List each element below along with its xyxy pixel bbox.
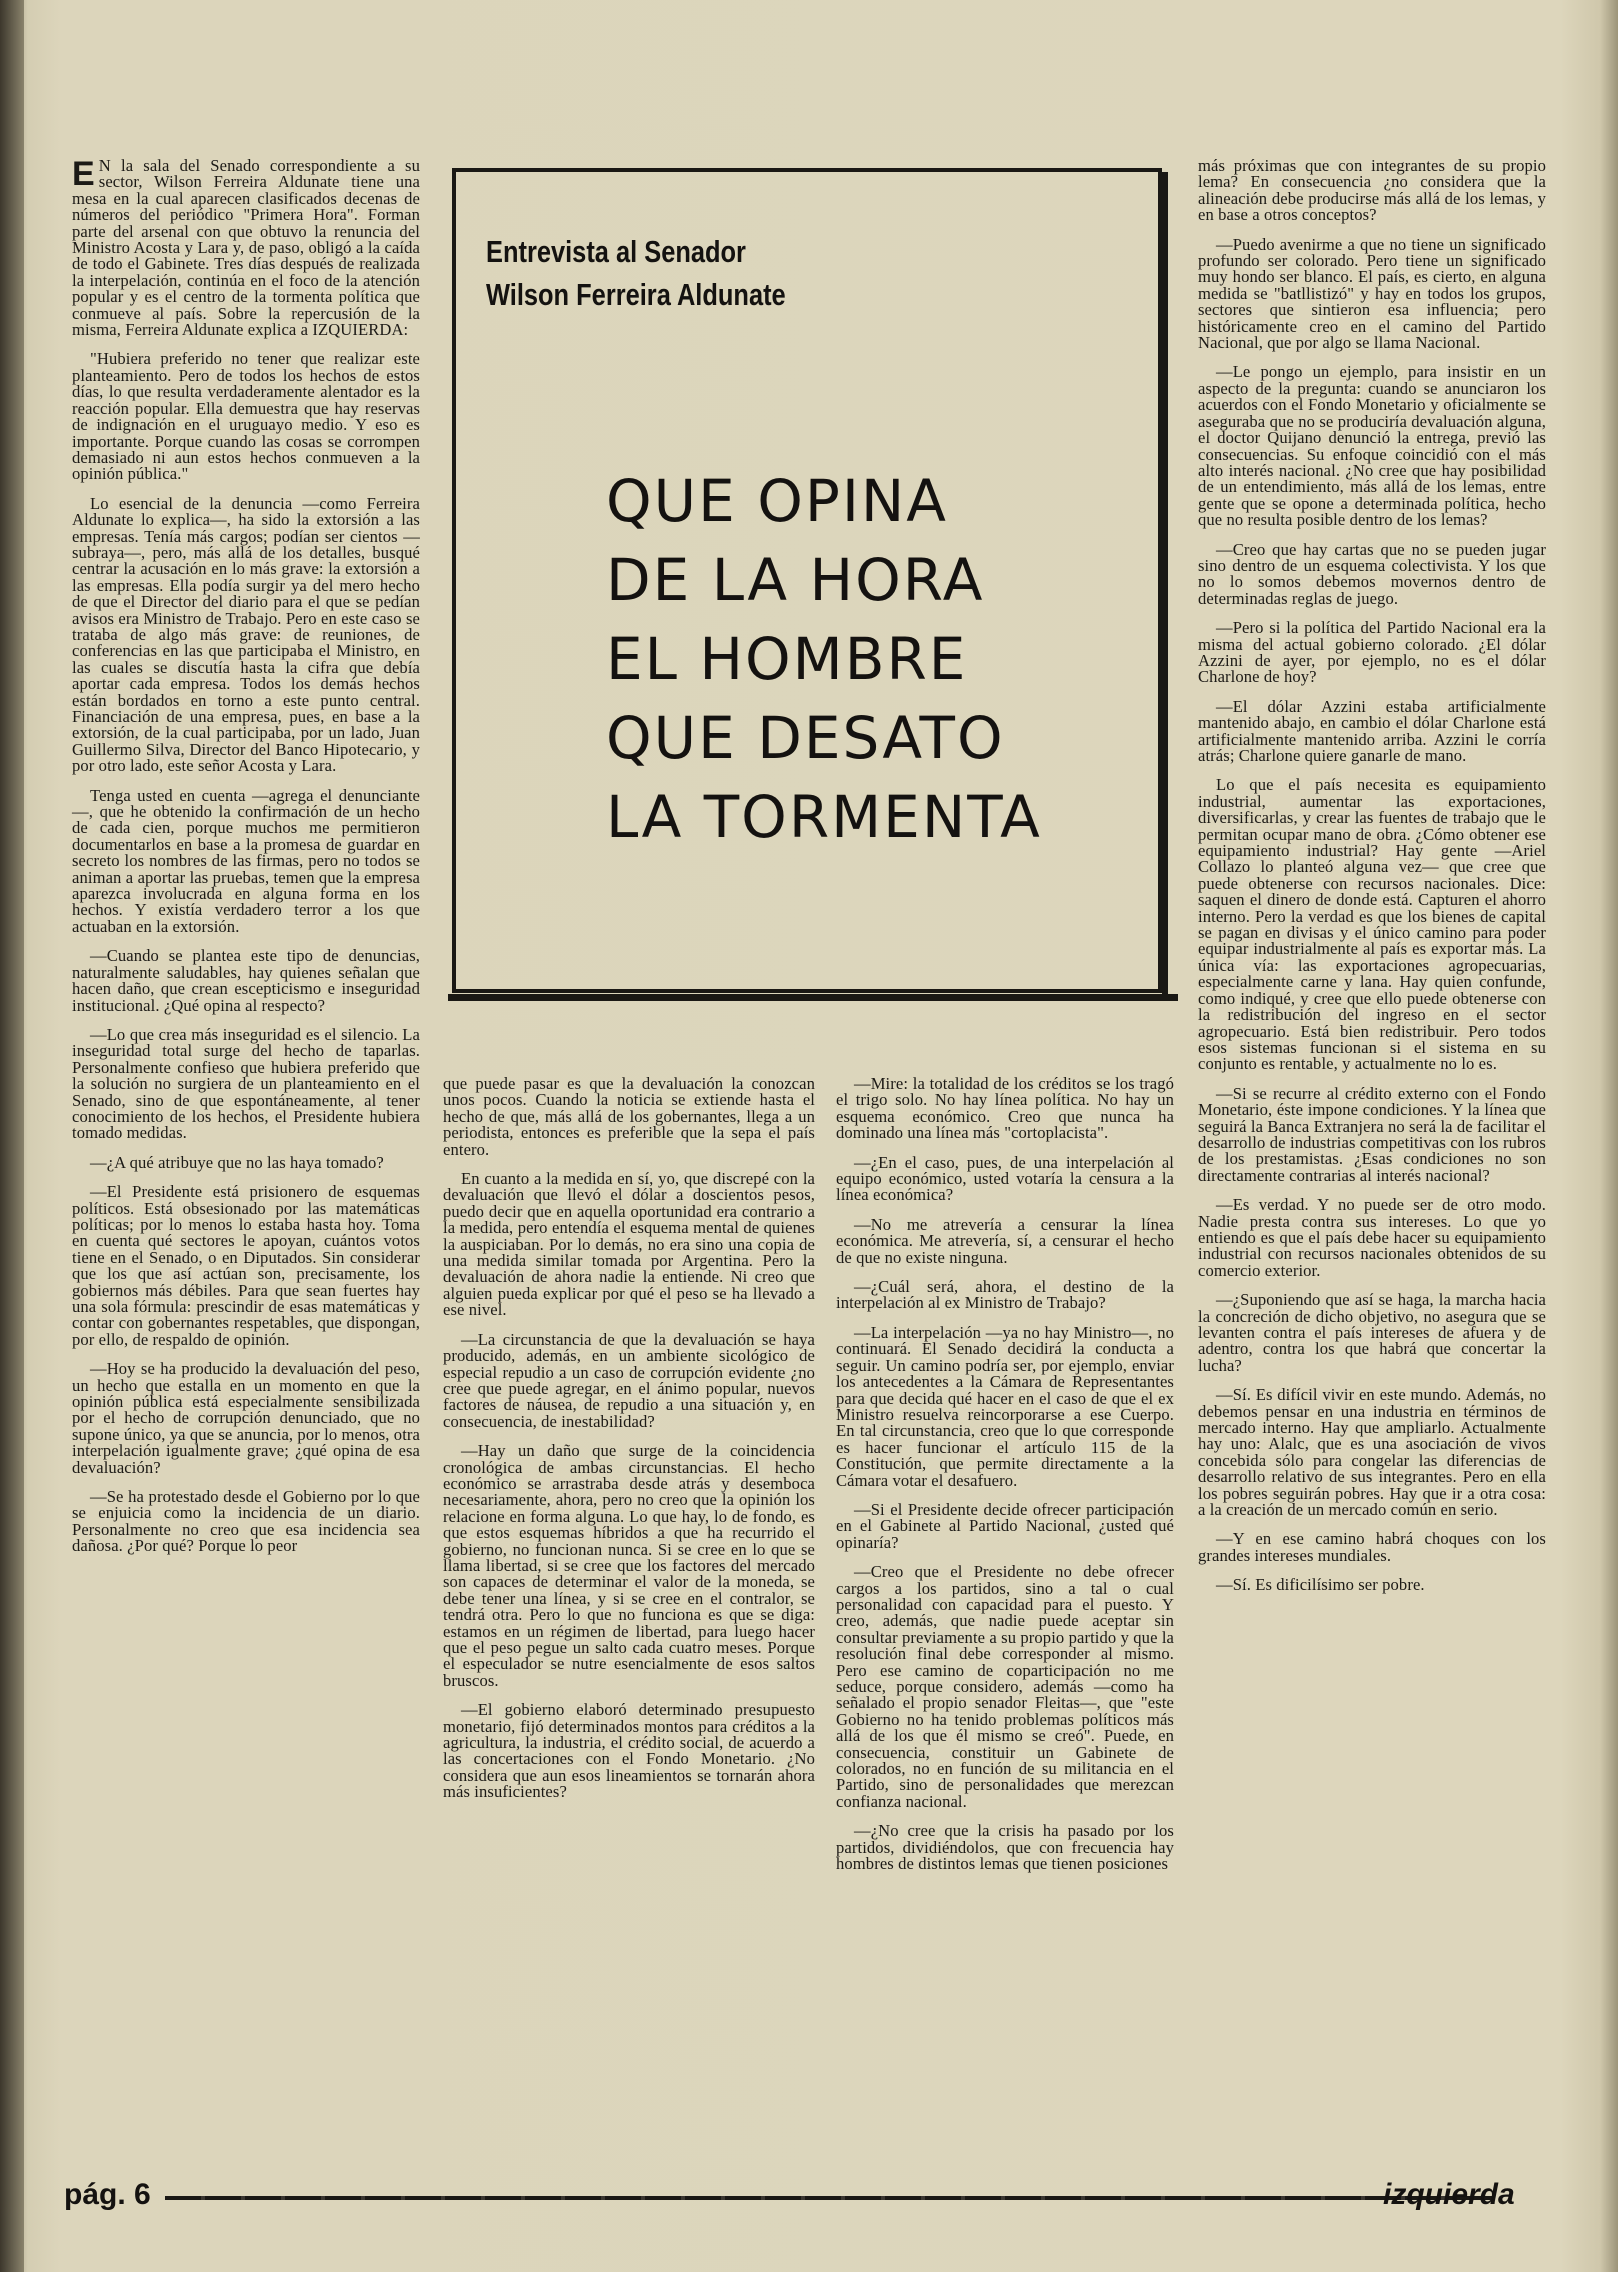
paragraph-lead: [72, 155, 420, 340]
paragraph: —Si se recurre al crédito externo con el Fondo Monetario, éste impone condiciones. Y la línea que seguirá la Banca Extranjera no será la de facilitar el desarrollo de industrias competitivas con los rubros de los prestamistas. ¿Esas condiciones no son directamente contrarias al interés nacional?: [1198, 1083, 1546, 1185]
headline-line: EL HOMBRE: [606, 625, 968, 693]
kicker-line-2: Wilson Ferreira Aldunate: [486, 277, 786, 312]
paragraph: —Cuando se plantea este tipo de denuncias, naturalmente saludables, hay quienes señalan que hacen daño, que crean escepticismo e inseguridad institucional. ¿Qué opina al respecto?: [72, 946, 420, 1015]
page-number: pág. 6: [64, 2178, 151, 2211]
footer-rule: [165, 2196, 1495, 2200]
paragraph: —Le pongo un ejemplo, para insistir en un aspecto de la pregunta: cuando se anunciaron los acuerdos con el Fondo Monetario y oficialmente se aseguraba que no se produciría devaluación alguna, el doctor Quijano denunció la entrega, previó las consecuencias. Su enfoque coincidió con el más alto interés nacional. ¿No cree que hay posibilidad de un entendimiento, más allá de los lemas, entre gente que se opone a determinada política, hecho que no resulta posible dentro de los lemas?: [1198, 362, 1546, 530]
paragraph: —Puedo avenirme a que no tiene un significado profundo ser colorado. Pero tiene un significado muy hondo ser blanco. El país, es cierto, en alguna medida se "batllistizó" y hay en todos los grupos, sectores que sintieron esa influencia; pero históricamente creo en el camino del Partido Nacional, que por algo se llama Nacional.: [1198, 234, 1546, 353]
headline-line: QUE DESATO: [606, 704, 1005, 772]
paragraph: —La interpelación —ya no hay Ministro—, no continuará. El Senado decidirá la conducta a seguir. Un camino podría ser, por ejemplo, enviar los antecedentes a la Cámara de Representantes para que decida qué hacer en el caso de que el ex Ministro resuelva reincorporarse a ese Cuerpo. En tal circunstancia, creo que lo que corresponde es hacer funcionar el artículo 115 de la Constitución, que permite directamente a la Cámara votar el desafuero.: [836, 1322, 1174, 1490]
drop-cap: E: [72, 155, 95, 193]
paragraph: En cuanto a la medida en sí, yo, que discrepé con la devaluación que llevó el dólar a doscientos pesos, puedo decir que en aquella oportunidad era contrario a la medida, pero entendía el esquema mental de quienes la auspiciaban. Por lo demás, no era sino una copia de una medida similar tomada por Argentina. Pero la devaluación de ahora nadie la entiende. Ni creo que alguien pueda explicar por qué el peso se ha llevado a ese nivel.: [443, 1169, 815, 1320]
paragraph: —¿En el caso, pues, de una interpelación al equipo económico, usted votaría la censura a la línea económica?: [836, 1152, 1174, 1205]
article-column-2: [443, 1076, 815, 1814]
paragraph: —¿Suponiendo que así se haga, la marcha hacia la concreción de dicho objetivo, no asegura que se levanten contra el país intereses de afuera y de adentro, contra los que habrá que concertar la lucha?: [1198, 1290, 1546, 1375]
paragraph: —¿No cree que la crisis ha pasado por los partidos, dividiéndolos, que con frecuencia hay hombres de distintos lemas que tienen posiciones: [836, 1821, 1174, 1874]
binding-shadow: [0, 0, 24, 2272]
paragraph: —Pero si la política del Partido Nacional era la misma del actual gobierno colorado. ¿El dólar Azzini de ayer, por ejemplo, no es el dólar Charlone de hoy?: [1198, 618, 1546, 687]
paragraph: "Hubiera preferido no tener que realizar este planteamiento. Pero de todos los hechos de estos días, lo que resulta verdaderamente alentador es la reacción popular. Ella demuestra que hay reservas de indignación en el uruguayo medio. Y eso es importante. Porque cuando las cosas se corrompen demasiado ni aun estos hechos conmueven a la opinión pública.": [72, 349, 420, 484]
paragraph: —Mire: la totalidad de los créditos se los tragó el trigo solo. No hay línea política. No hay un esquema económico. Creo que nunca ha dominado una línea más "cortoplacista".: [836, 1074, 1174, 1143]
kicker-line-1: Entrevista al Senador: [486, 234, 746, 269]
box-shadow-rule: [1162, 172, 1168, 997]
paragraph: —Hoy se ha producido la devaluación del peso, un hecho que estalla en un momento en que la opinión pública está especialmente sensibilizada por el hecho de corrupción denunciado, que no supone único, ya que se anuncia, por lo menos, otra interpelación igualmente grave; ¿qué opina de esa devaluación?: [72, 1359, 420, 1477]
paragraph: —Sí. Es difícil vivir en este mundo. Además, no debemos pensar en una industria en términos de mercado interno. Hay que ampliarlo. Actualmente hay uno: Alalc, que es una asociación de vivos concebida sólo para congelar las diferencias de desarrollo relativo de sus integrantes. Pero en ella los pobres seguirán pobres. Hay que ir a otra cosa: a la creación de un mercado común en serio.: [1198, 1385, 1546, 1520]
paragraph: —¿Cuál será, ahora, el destino de la interpelación al ex Ministro de Trabajo?: [836, 1277, 1174, 1313]
paragraph: —Si el Presidente decide ofrecer participación en el Gabinete al Partido Nacional, ¿usted qué opinaría?: [836, 1499, 1174, 1552]
headline: [606, 462, 1042, 857]
publication-name: izquierda: [1383, 2178, 1515, 2211]
paragraph: —El gobierno elaboró determinado presupuesto monetario, fijó determinados montos para créditos a la agricultura, la industria, el crédito social, de acuerdo a las concertaciones con el Fondo Monetario. ¿No considera que aun esos lineamientos se tornarán ahora más insuficientes?: [443, 1700, 815, 1802]
paragraph: —Se ha protestado desde el Gobierno por lo que se enjuicia como la incidencia de un diario. Personalmente no creo que esa incidencia sea dañosa. ¿Por qué? Porque lo peor: [72, 1487, 420, 1556]
paragraph: —Creo que hay cartas que no se pueden jugar sino dentro de un esquema colectivista. Y los que no lo somos debemos movernos dentro de determinadas reglas de juego.: [1198, 539, 1546, 608]
paragraph: —El Presidente está prisionero de esquemas políticos. Está obsesionado por las matemáticas políticas; por lo menos lo estaba hasta hoy. Toma en cuenta qué sectores le apoyan, cuántos votos tiene en el Senado, o en Diputados. Sin considerar que los que así actúan son, precisamente, los gobiernos más débiles. Para que sean fuertes hay una sola fórmula: prescindir de esas matemáticas y contar con gobernantes respetables, que dispongan, por ello, de respaldo de opinión.: [72, 1182, 420, 1349]
paragraph: —Y en ese camino habrá choques con los grandes intereses mundiales.: [1198, 1529, 1546, 1565]
paragraph: —La circunstancia de que la devaluación se haya producido, además, en un ambiente sicológico de especial repudio a un caso de corrupción evidente ¿no cree que puede agregar, en el ánimo popular, nuevos factores de náusea, de repudio a una situación y, en consecuencia, de inestabilidad?: [443, 1329, 815, 1431]
paragraph: —El dólar Azzini estaba artificialmente mantenido abajo, en cambio el dólar Charlone está artificialmente mantenido arriba. Azzini le corría atrás; Charlone quiere ganarle de mano.: [1198, 696, 1546, 765]
paragraph-text: N la sala del Senado correspondiente a su sector, Wilson Ferreira Aldunate tiene una mesa en la cual aparecen clasificados decenas de números del periódico "Primera Hora". Forman parte del arsenal con que obtuvo la renuncia del Ministro Acosta y Lara y, de paso, obligó a la caída de todo el Gabinete. Tres días después de realizada la interpelación, continúa en el foco de la atención popular y es el centro de la tormenta política que conmueve al país. Sobre la repercusión de la misma, Ferreira Aldunate explica a IZQUIERDA:: [72, 156, 420, 340]
article-column-3: [836, 1076, 1174, 1885]
paragraph: —¿A qué atribuye que no las haya tomado?: [90, 1152, 384, 1172]
article-column-1: [72, 155, 420, 1568]
paragraph: Lo esencial de la denuncia —como Ferreira Aldunate lo explica—, ha sido la extorsión a las empresas. Tenía más cargos; podían ser cientos —subraya—, pero, más allá de los detalles, busqué centrar la acusación en lo más grave: la extorsión a las empresas. Ella podía surgir ya del mero hecho de que el Director del diario para el que se pedían avisos era Ministro de Trabajo. Pero en este caso se trataba de algo más grave: de reuniones, de conferencias en las que participaba el Ministro, en las cuales se discutía hasta la cifra que debía aportar cada empresa. Todos los demás hechos están bordados en torno a este punto central. Financiación de una empresa, pues, en base a la extorsión, de la cual participaba, por un lado, Juan Guillermo Silva, Director del Banco Hipotecario, y por otro lado, este señor Acosta y Lara.: [72, 493, 420, 776]
paragraph: —Sí. Es dificilísimo ser pobre.: [1216, 1575, 1425, 1595]
headline-line: QUE OPINA: [606, 467, 948, 535]
headline-line: DE LA HORA: [606, 546, 985, 614]
paragraph: —Creo que el Presidente no debe ofrecer cargos a los partidos, sino a tal o cual personalidad con capacidad para el puesto. Y creo, además, que nadie puede aceptar sin consultar previamente a su propio partido y que la resolución final debe corresponder al mismo. Pero ese camino de coparticipación no me seduce, porque considero, además —como ha señalado el propio senador Fleitas—, que "este Gobierno no ha tenido problemas políticos más allá de los que él mismo se creó". Puede, en consecuencia, constituir un Gabinete de colorados, no en función de su militancia en el Partido, sino de personalidades que merezcan confianza nacional.: [836, 1562, 1174, 1811]
headline-box: [452, 168, 1162, 993]
headline-line: LA TORMENTA: [606, 783, 1042, 851]
paragraph: —No me atrevería a censurar la línea económica. Me atrevería, sí, a censurar el hecho de que no existe ninguna.: [836, 1214, 1174, 1267]
kicker: [486, 230, 786, 316]
paragraph: Lo que el país necesita es equipamiento industrial, aumentar las exportaciones, diversificarlas, y crear las fuentes de trabajo que le permitan ocupar mano de obra. ¿Cómo obtener ese equipamiento industrial? Hay gente —Ariel Collazo lo planteó alguna vez— que cree que puede obtenerse con recursos nacionales. Dice: saquen el dinero de donde está. Capturen el ahorro interno. Pero la verdad es que los bienes de capital se pagan en divisas y el único camino para poder equipar industrialmente al país es exportar más. La única vía: las exportaciones agropecuarias, especialmente carne y lana. Hay quien confunde, como indiqué, y cree que ello puede obtenerse con la redistribución del ingreso en el sector agropecuario. Está bien redistribuir. Pero todos esos sistemas funcionan si el sistema en su conjunto es rentable, y actualmente no lo es.: [1198, 775, 1546, 1074]
article-column-4: [1198, 158, 1546, 1607]
paragraph: más próximas que con integrantes de su propio lema? En consecuencia ¿no considera que la alineación debe producirse más allá de los lemas, y en base a otros conceptos?: [1198, 156, 1546, 225]
paragraph: Tenga usted en cuenta —agrega el denunciante—, que he obtenido la confirmación de un hecho de cada cien, porque muchos me permitieron documentarlos en base a la promesa de guardar en secreto los nombres de las firmas, pero no todos se animan a aportar las pruebas, temen que la empresa aparezca involucrada en alguna forma en los hechos. Y existía verdadero terror a los que actuaban en la extorsión.: [72, 785, 420, 936]
paragraph: —Hay un daño que surge de la coincidencia cronológica de ambas circunstancias. El hecho económico se arrastraba desde atrás y desemboca necesariamente, ahora, pero no creo que la opinión los relacione en forma alguna. Lo que hay, lo de fondo, es que estos esquemas híbridos a que ha recurrido el gobierno, no funcionan nunca. Si se cree en lo que se llama libertad, si se cree que los factores del mercado son capaces de determinar el valor de la moneda, se debe tener una línea, y si se cree en el contralor, se tendrá otra. Pero lo que no funciona es que se diga: estamos en un régimen de libertad, para luego hacer que el peso pegue un salto cada cuatro meses. Porque el especulador se nutre esencialmente de esos saltos bruscos.: [443, 1441, 815, 1690]
paragraph: que puede pasar es que la devaluación la conozcan unos pocos. Cuando la noticia se extiende hasta el hecho de que, más allá de los gobernantes, llega a un periodista, entonces es preferible que la sepa el país entero.: [443, 1074, 815, 1159]
paragraph: —Lo que crea más inseguridad es el silencio. La inseguridad total surge del hecho de taparlas. Personalmente confieso que hubiera preferido que la solución no surgiera de un planteamiento en el Senado, sino de que espontáneamente, al tener conocimiento de los hechos, el Presidente hubiera tomado medidas.: [72, 1024, 420, 1143]
paragraph: —Es verdad. Y no puede ser de otro modo. Nadie presta contra sus intereses. Lo que yo entiendo es que el país debe hacer su equipamiento industrial con recursos nacionales obtenidos de su comercio exterior.: [1198, 1195, 1546, 1280]
